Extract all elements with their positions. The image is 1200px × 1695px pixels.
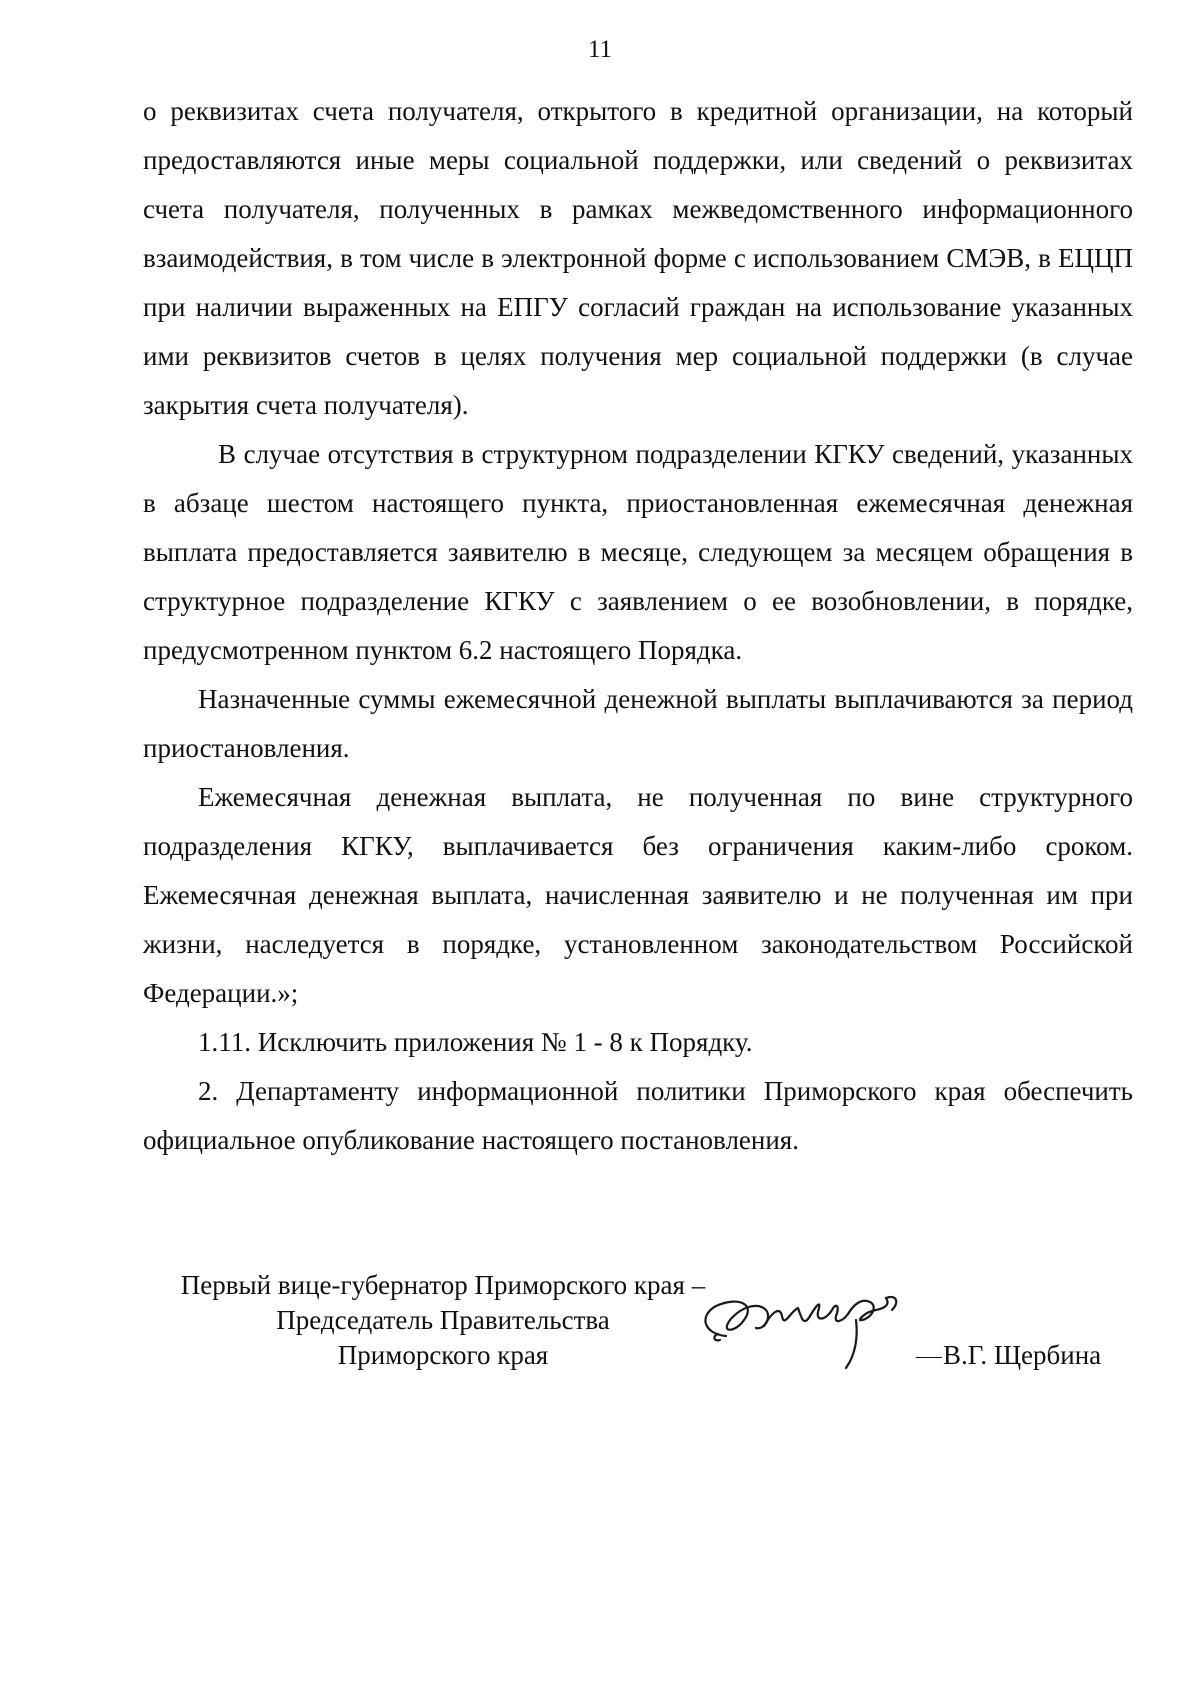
signatory-title xyxy=(143,1268,743,1373)
signatory-title-line: Председатель Правительства xyxy=(276,1305,610,1335)
clause-1-11: 1.11. Исключить приложения № 1 - 8 к Порядку. xyxy=(198,1027,753,1057)
signature-block xyxy=(143,1268,1133,1408)
signatory-title-line: Первый вице-губернатор Приморского края – xyxy=(180,1270,706,1300)
paragraph-absence-of-data: В случае отсутствия в структурном подразделении КГКУ сведений, указанных в абзаце шестом настоящего пункта, приостановленная ежемесячная денежная выплата предоставляется заявителю в месяце, следующем за месяцем обращения в структурное подразделение КГКУ с заявлением о ее возобновлении, в порядке, предусмотренном пунктом 6.2 настоящего Порядка. xyxy=(143,439,1133,665)
paragraph-unreceived-payment: Ежемесячная денежная выплата, не полученная по вине структурного подразделения КГКУ, выплачивается без ограничения каким-либо сроком. Ежемесячная денежная выплата, начисленная заявителю и не полученная им при жизни, наследуется в порядке, установленном законодательством Российской Федерации.»; xyxy=(143,782,1133,1008)
clause-2: 2. Департаменту информационной политики Приморского края обеспечить официальное опубликование настоящего постановления. xyxy=(143,1076,1133,1155)
paragraph-assigned-sums: Назначенные суммы ежемесячной денежной выплаты выплачиваются за период приостановления. xyxy=(143,684,1133,763)
handwritten-signature xyxy=(686,1276,926,1386)
dash-mark xyxy=(916,1357,942,1358)
signatory-name-text: В.Г. Щербина xyxy=(943,1340,1102,1370)
signatory-name xyxy=(916,1338,1101,1373)
document-body xyxy=(143,87,1133,1165)
signatory-title-line: Приморского края xyxy=(337,1340,549,1370)
paragraph-continuation: о реквизитах счета получателя, открытого в кредитной организации, на который предоставляются иные меры социальной поддержки, или сведений о реквизитах счета получателя, полученных в рамках межведомственного информационного взаимодействия, в том числе в электронной форме с использованием СМЭВ, в ЕЦЦП при наличии выраженных на ЕПГУ согласий граждан на использование указанных ими реквизитов счетов в целях получения мер социальной поддержки (в случае закрытия счета получателя). xyxy=(143,96,1133,420)
page-number: 11 xyxy=(587,36,613,63)
